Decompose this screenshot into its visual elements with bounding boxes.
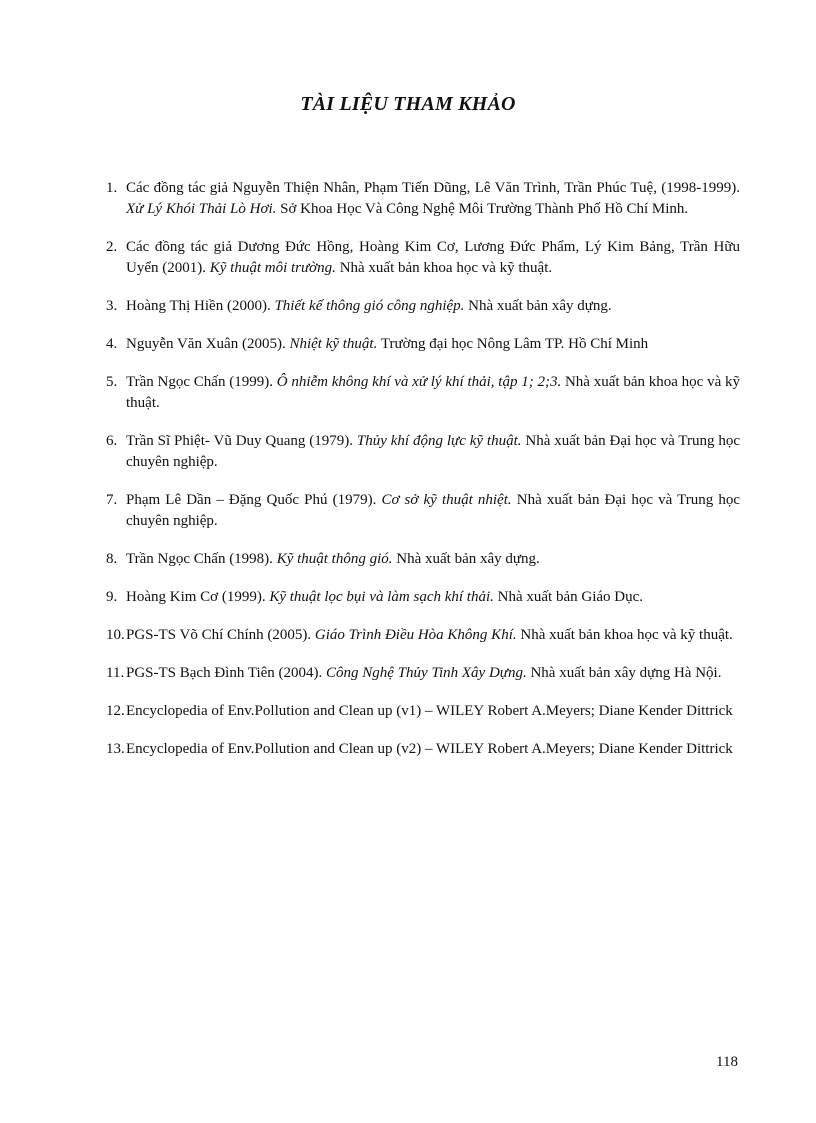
reference-publisher: Nhà xuất bản Giáo Dục. (493, 589, 644, 605)
reference-publisher: Nhà xuất bản Đại học và Trung học chuyên nghiệp. (126, 433, 740, 470)
reference-publisher: Nhà xuất bản xây dựng. (464, 298, 612, 314)
reference-number: 13. (106, 741, 125, 757)
reference-text: Phạm Lê Dần – Đặng Quốc Phú (1979). (126, 492, 382, 508)
reference-title: Xử Lý Khói Thải Lò Hơi. (126, 201, 277, 217)
reference-number: 11. (106, 665, 125, 681)
reference-item (106, 587, 740, 608)
reference-number: 4. (106, 336, 118, 352)
reference-title: Kỹ thuật thông gió. (276, 551, 393, 567)
reference-item (106, 663, 740, 684)
reference-item (106, 701, 740, 722)
reference-title: Nhiệt kỹ thuật. (289, 336, 378, 352)
reference-publisher: Nhà xuất bản khoa học và kỹ thuật. (335, 260, 553, 276)
reference-number: 7. (106, 492, 118, 508)
reference-publisher: Nhà xuất bản Đại học và Trung học chuyên nghiệp. (126, 492, 740, 529)
reference-title: Giáo Trình Điều Hòa Không Khí. (314, 627, 517, 643)
reference-title: Thủy khí động lực kỹ thuật. (356, 433, 522, 449)
reference-publisher: Sở Khoa Học Và Công Nghệ Môi Trường Thành Phố Hồ Chí Minh. (276, 201, 689, 217)
reference-text: Hoàng Thị Hiền (2000). (126, 298, 275, 314)
reference-item (106, 372, 740, 414)
reference-title: Công Nghệ Thủy Tinh Xây Dựng. (326, 665, 527, 681)
reference-text: PGS-TS Bạch Đình Tiên (2004). (126, 665, 327, 681)
reference-text: Nguyễn Văn Xuân (2005). (126, 336, 290, 352)
reference-title: Kỹ thuật lọc bụi và làm sạch khí thải. (269, 589, 494, 605)
reference-publisher: Nhà xuất bản xây dựng. (392, 551, 540, 567)
reference-item (106, 296, 740, 317)
reference-list (106, 178, 740, 777)
reference-text: Encyclopedia of Env.Pollution and Clean up (v2) – WILEY Robert A.Meyers; Diane Kender Dittrick (126, 741, 733, 757)
reference-title: Kỹ thuật môi trường. (209, 260, 336, 276)
reference-publisher: Nhà xuất bản khoa học và kỹ thuật. (126, 374, 740, 411)
reference-text: Trần Ngọc Chấn (1998). (126, 551, 277, 567)
reference-text: Encyclopedia of Env.Pollution and Clean up (v1) – WILEY Robert A.Meyers; Diane Kender Dittrick (126, 703, 733, 719)
reference-item (106, 739, 740, 760)
reference-item (106, 549, 740, 570)
reference-publisher: Nhà xuất bản xây dựng Hà Nội. (526, 665, 722, 681)
reference-text: Các đồng tác giả Dương Đức Hồng, Hoàng Kim Cơ, Lương Đức Phẩm, Lý Kim Bảng, Trần Hữu Uyển (2001). (126, 239, 740, 276)
reference-number: 2. (106, 239, 118, 255)
page-number: 118 (716, 1054, 738, 1070)
reference-number: 6. (106, 433, 118, 449)
reference-item (106, 237, 740, 279)
reference-text: Trần Ngọc Chấn (1999). (126, 374, 277, 390)
reference-text: Các đồng tác giả Nguyễn Thiện Nhân, Phạm Tiến Dũng, Lê Văn Trình, Trần Phúc Tuệ, (1998-1999). (126, 180, 740, 196)
reference-number: 8. (106, 551, 118, 567)
reference-title: Ô nhiễm không khí và xử lý khí thải, tập 1; 2;3. (276, 374, 562, 390)
reference-item (106, 178, 740, 220)
reference-publisher: Trường đại học Nông Lâm TP. Hồ Chí Minh (377, 336, 649, 352)
reference-number: 10. (106, 627, 125, 643)
reference-title: Cơ sở kỹ thuật nhiệt. (381, 492, 512, 508)
reference-number: 1. (106, 180, 118, 196)
reference-title: Thiết kế thông gió công nghiệp. (274, 298, 465, 314)
reference-text: Hoàng Kim Cơ (1999). (126, 589, 270, 605)
reference-number: 12. (106, 703, 125, 719)
reference-item (106, 625, 740, 646)
reference-text: Trần Sĩ Phiệt- Vũ Duy Quang (1979). (126, 433, 357, 449)
reference-number: 5. (106, 374, 118, 390)
reference-item (106, 490, 740, 532)
reference-publisher: Nhà xuất bản khoa học và kỹ thuật. (516, 627, 733, 643)
reference-number: 3. (106, 298, 118, 314)
reference-number: 9. (106, 589, 118, 605)
reference-item (106, 334, 740, 355)
reference-item (106, 431, 740, 473)
reference-text: PGS-TS Võ Chí Chính (2005). (126, 627, 315, 643)
page-title: TÀI LIỆU THAM KHẢO (300, 93, 516, 116)
